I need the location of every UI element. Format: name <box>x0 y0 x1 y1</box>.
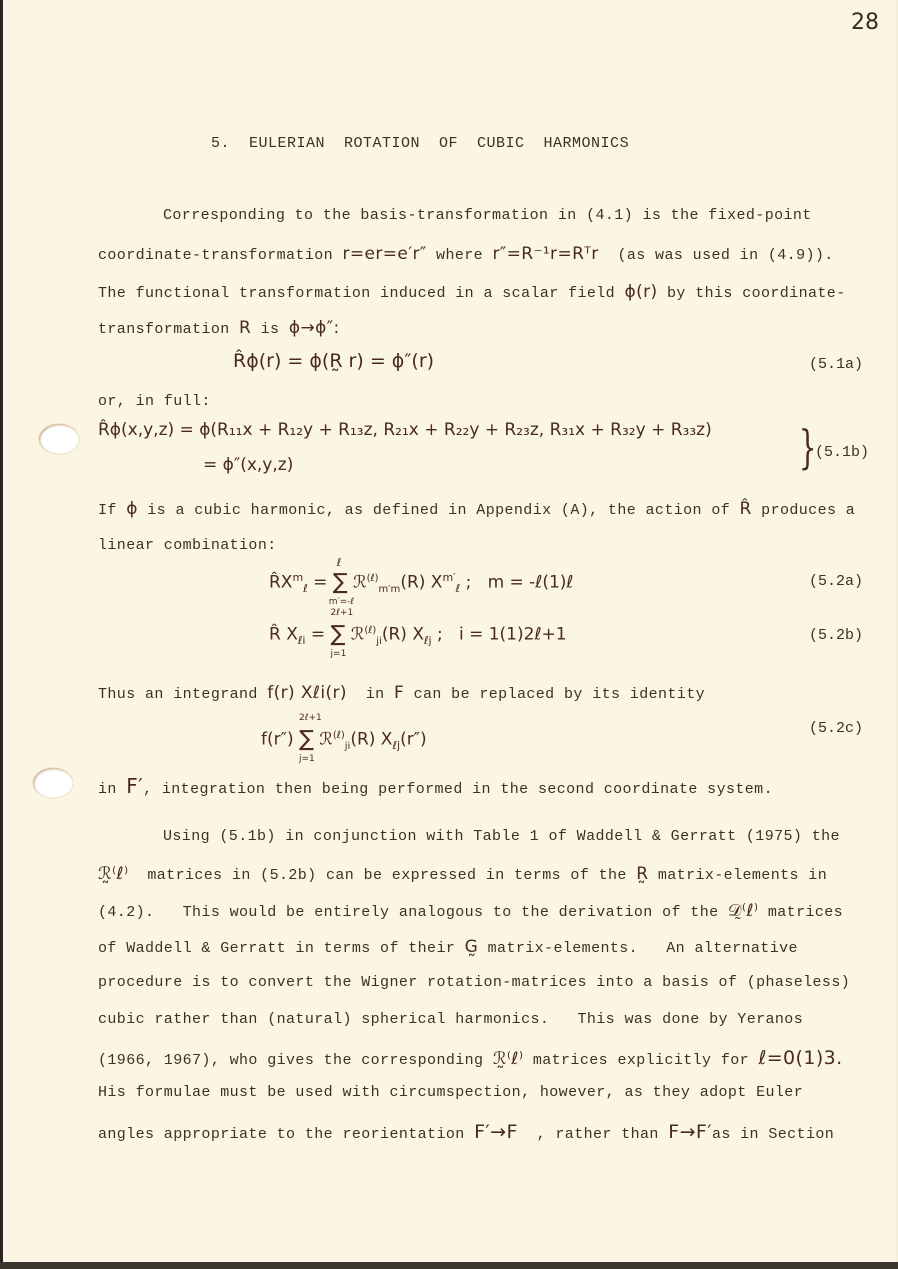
math-sub: ℓi <box>297 633 306 647</box>
text: , integration then being performed in the second coordinate system. <box>143 781 773 798</box>
math-inline: ϕ→ϕ″: <box>288 318 340 338</box>
math-part: (R) X <box>400 572 443 593</box>
math-sup: (ℓ) <box>364 624 377 636</box>
paragraph-line: or, in full: <box>98 393 211 410</box>
equation-5-2a: $R̂X^m_\ell$ = ℓ ∑ m′=-ℓ ℛ$^{(\ell)}_{m'm}$(R) $X^{m'}_\ell$ ; m = -ℓ(1)ℓ <box>269 556 574 607</box>
math-sub: ℓj <box>392 738 401 752</box>
math-part: ℛ <box>319 729 333 750</box>
math-inline: r″=R⁻¹r=Rᵀr <box>492 244 599 264</box>
math-part: ℛ <box>350 624 365 645</box>
sum-upper: 2ℓ+1 <box>330 608 354 618</box>
math-sub: m′m <box>378 583 401 595</box>
math-sup: (ℓ) <box>366 572 379 584</box>
math-inline: ℓ=0(1)3. <box>758 1047 843 1069</box>
paragraph-line <box>98 774 773 798</box>
paragraph-line <box>98 318 340 338</box>
paragraph-line <box>98 864 827 884</box>
sum-lower: m′=-ℓ <box>328 597 355 607</box>
math-inline: 𝒟̰⁽ℓ⁾ <box>727 901 759 921</box>
paragraph-line <box>98 683 705 703</box>
paragraph-line <box>98 244 834 264</box>
math-sub: ℓj <box>424 633 432 647</box>
math-part: (R) X <box>381 624 424 645</box>
math-inline: F′ <box>126 774 144 798</box>
math-part: (R) X <box>350 729 393 750</box>
math-part: ; m = -ℓ(1)ℓ <box>465 572 574 593</box>
text: produces a <box>761 502 856 519</box>
equation-label: (5.2c) <box>809 720 864 737</box>
text: can be replaced by its identity <box>413 686 706 703</box>
summation: ℓ ∑ m′=-ℓ <box>328 556 355 607</box>
text: (4.2). This would be entirely analogous to the derivation of the <box>98 904 719 921</box>
math-part: R̂ X <box>269 624 298 645</box>
text: in <box>98 781 117 798</box>
page-bottom-edge <box>0 1262 898 1269</box>
text: by this coordinate- <box>666 285 846 302</box>
equation-label: (5.2a) <box>809 573 864 590</box>
math-inline: F′→F <box>474 1121 518 1143</box>
text: (as was used in (4.9)). <box>617 247 834 264</box>
punch-hole-top <box>39 424 79 454</box>
text: of Waddell & Gerratt in terms of their <box>98 940 456 957</box>
paragraph-line: Using (5.1b) in conjunction with Table 1 of Waddell & Gerratt (1975) the <box>163 828 840 845</box>
math-inline: f(r) Xℓi(r) <box>267 683 347 703</box>
paragraph-line: His formulae must be used with circumspection, however, as they adopt Euler <box>98 1084 804 1101</box>
equation-5-2b: R̂ $X_{\ell i}$ = 2ℓ+1 ∑ j=1 ℛ$^{(\ell)}_{ji}$(R) $X_{\ell j}$ ; i = 1(1)2ℓ+1 <box>269 608 567 659</box>
math-inline: ℛ̰⁽ℓ⁾ <box>492 1049 524 1069</box>
text: matrices <box>767 904 844 921</box>
paragraph-line: linear combination: <box>98 537 277 554</box>
paragraph-line <box>98 937 798 957</box>
equation-5-1a: R̂ϕ(r) = ϕ(R̰ r) = ϕ″(r) <box>233 350 435 372</box>
equation-5-2c <box>261 713 427 764</box>
math-inline: R̰ <box>636 864 649 884</box>
text: angles appropriate to the reorientation <box>98 1126 465 1143</box>
sum-lower: j=1 <box>299 754 315 764</box>
sum-lower: j=1 <box>330 649 347 659</box>
math-sub: ji <box>376 635 382 647</box>
summation: 2ℓ+1 ∑ j=1 <box>299 713 322 764</box>
math-sup: (ℓ) <box>332 729 345 741</box>
paragraph-line <box>98 1121 834 1143</box>
sum-upper: 2ℓ+1 <box>299 713 322 723</box>
math-part: R̂X <box>269 572 293 593</box>
math-inline: ϕ(r) <box>624 282 658 302</box>
math-inline: ϕ <box>126 499 138 519</box>
math-inline: F→F′ <box>668 1121 712 1143</box>
math-sub: ji <box>344 740 351 752</box>
paragraph-line: cubic rather than (natural) spherical harmonics. This was done by Yeranos <box>98 1011 804 1028</box>
paragraph-line <box>98 901 843 921</box>
equation-5-1b-line1: R̂ϕ(x,y,z) = ϕ(R₁₁x + R₁₂y + R₁₃z, R₂₁x + R₂₂y + R₂₃z, R₃₁x + R₃₂y + R₃₃z) <box>98 420 712 440</box>
paragraph-line: procedure is to convert the Wigner rotation-matrices into a basis of (phaseless) <box>98 974 851 991</box>
math-sup: m <box>292 570 304 584</box>
text: (1966, 1967), who gives the corresponding <box>98 1052 484 1069</box>
equation-label: (5.1b) <box>815 444 870 461</box>
math-inline: R̂ <box>739 499 752 519</box>
math-inline: G̰ <box>464 937 479 957</box>
math-inline: R <box>239 318 252 338</box>
math-part: ℛ <box>353 572 367 593</box>
math-part: ; i = 1(1)2ℓ+1 <box>437 624 567 645</box>
paragraph-line <box>98 499 855 519</box>
section-heading: 5. EULERIAN ROTATION OF CUBIC HARMONICS <box>211 135 630 152</box>
text: matrices in (5.2b) can be expressed in terms of the <box>147 867 627 884</box>
text: , rather than <box>536 1126 659 1143</box>
equation-label: (5.2b) <box>809 627 864 644</box>
text: is <box>260 321 280 338</box>
math-inline: F <box>393 683 405 703</box>
math-part: (r″) <box>400 729 427 750</box>
sum-upper: ℓ <box>336 556 342 569</box>
math-inline: ℛ̰⁽ℓ⁾ <box>98 864 129 884</box>
math-part: f(r″) <box>261 729 294 750</box>
equation-5-1b-line2: = ϕ″(x,y,z) <box>203 455 294 475</box>
text: Thus an integrand <box>98 686 258 703</box>
text: matrices explicitly for <box>532 1052 750 1069</box>
text: where <box>436 247 484 264</box>
paragraph-line: Corresponding to the basis-transformation in (4.1) is the fixed-point <box>163 207 812 224</box>
equation-label: (5.1a) <box>809 356 864 373</box>
text: coordinate-transformation <box>98 247 334 264</box>
paragraph-line <box>98 282 846 302</box>
text: as in Section <box>711 1126 835 1143</box>
math-sub: ℓ <box>455 581 461 595</box>
text: The functional transformation induced in a scalar field <box>98 285 616 302</box>
text: is a cubic harmonic, as defined in Appendix (A), the action of <box>147 502 731 519</box>
paragraph-line <box>98 1047 843 1069</box>
text: transformation <box>98 321 230 338</box>
page-number: 28 <box>851 10 879 35</box>
math-sub: ℓ <box>303 581 308 595</box>
text: matrix-elements in <box>657 867 828 884</box>
math-inline: r=er=e′r″ <box>342 244 427 264</box>
page-left-edge <box>0 0 3 1262</box>
brace: } <box>798 420 817 474</box>
text: matrix-elements. An alternative <box>487 940 798 957</box>
punch-hole-bottom <box>33 768 73 798</box>
text: If <box>98 502 117 519</box>
summation: 2ℓ+1 ∑ j=1 <box>330 608 354 659</box>
text: in <box>365 686 385 703</box>
math-sup: m′ <box>442 570 456 584</box>
